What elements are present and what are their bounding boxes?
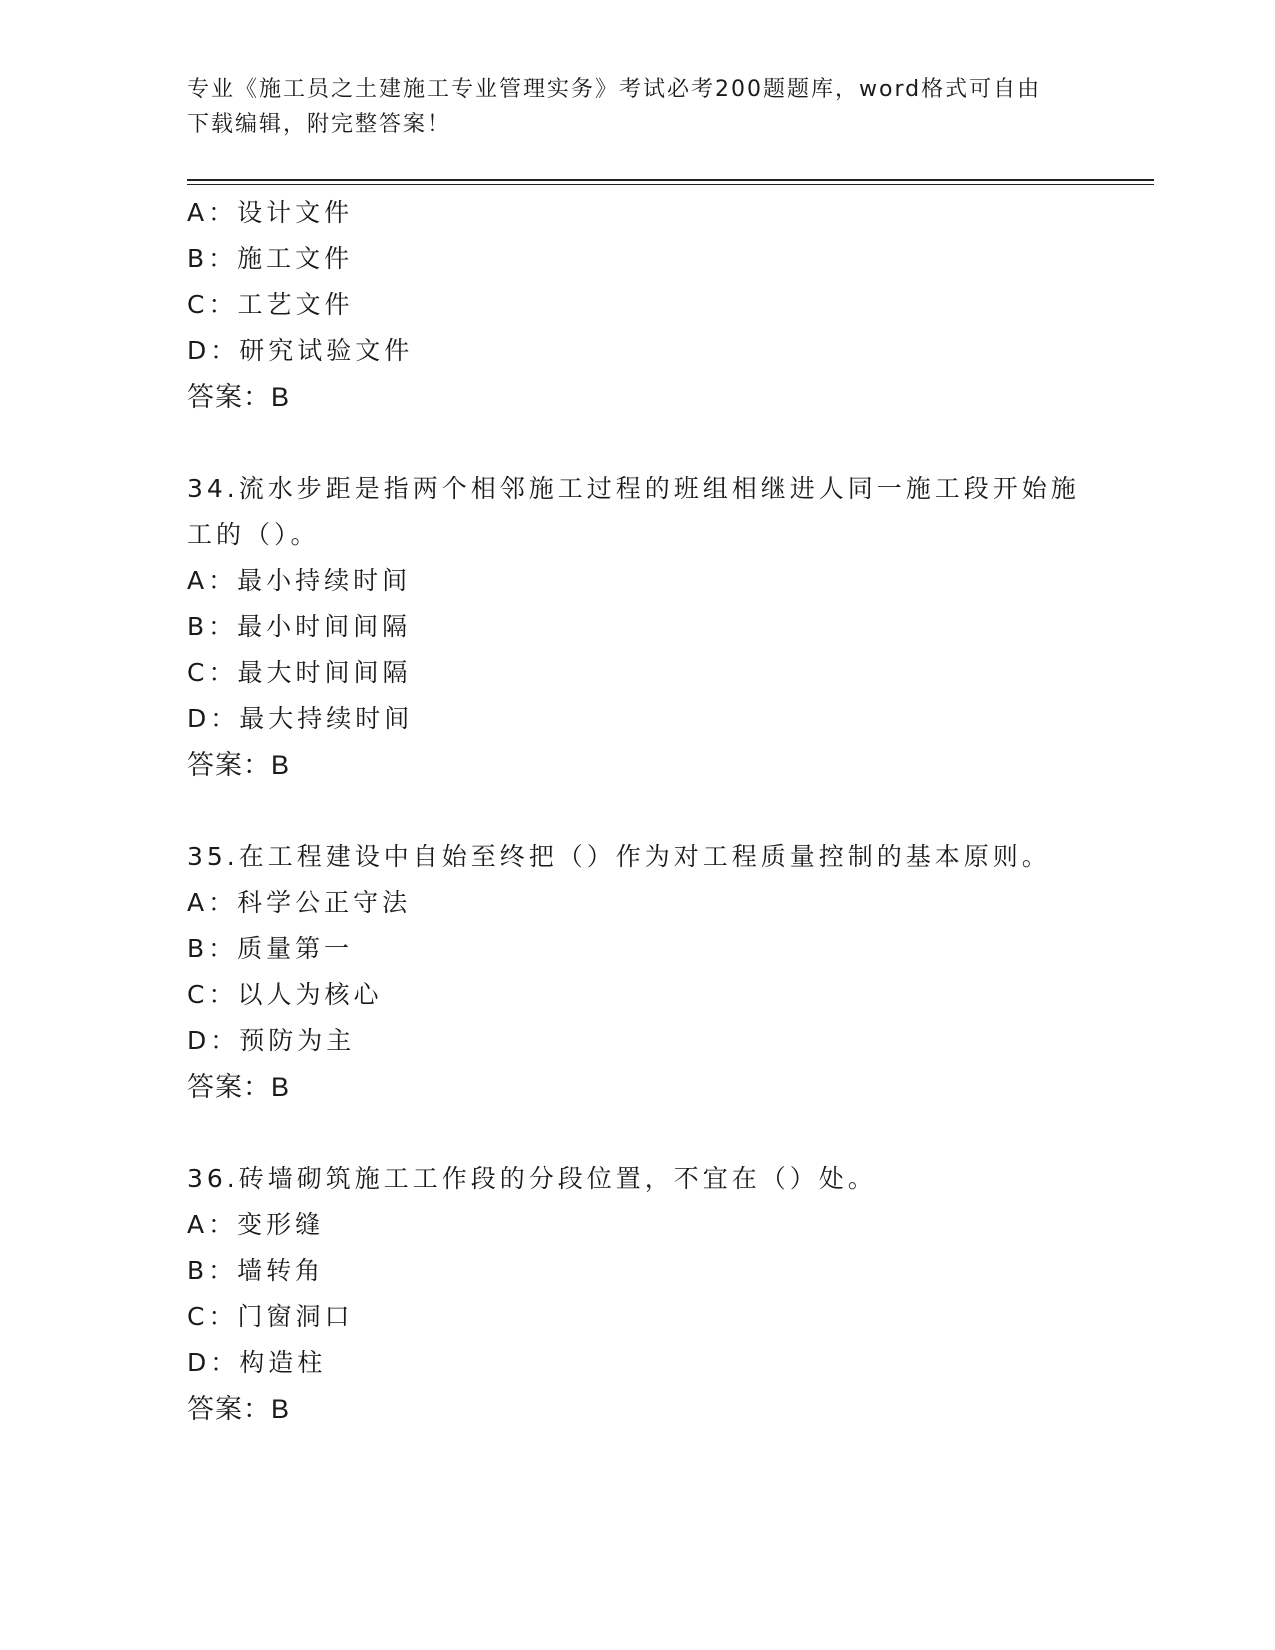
option-d: D：最大持续时间 (187, 704, 414, 733)
spacer (187, 1110, 1087, 1156)
option-d: D：构造柱 (187, 1348, 327, 1377)
header-title-line-2: 下载编辑，附完整答案！ (187, 112, 452, 137)
question-text: 36.砖墙砌筑施工工作段的分段位置，不宜在（）处。 (187, 1164, 877, 1193)
question-text-line-1: 34.流水步距是指两个相邻施工过程的班组相继进人同一施工段开始施 (187, 474, 1080, 503)
option-c: C：门窗洞口 (187, 1302, 354, 1331)
spacer (187, 420, 1087, 466)
option-c: C：以人为核心 (187, 980, 383, 1009)
question-block-35 (187, 834, 1087, 1110)
question-block-36 (187, 1156, 1087, 1432)
option-a: A：最小持续时间 (187, 566, 412, 595)
option-a: A：设计文件 (187, 198, 354, 227)
question-block-34 (187, 466, 1087, 788)
header-title-line-1: 专业《施工员之土建施工专业管理实务》考试必考200题题库，word格式可自由 (187, 77, 1042, 102)
option-b: B：施工文件 (187, 244, 354, 273)
question-block-33 (187, 190, 1087, 420)
option-d: D：研究试验文件 (187, 336, 414, 365)
question-text: 35.在工程建设中自始至终把（）作为对工程质量控制的基本原则。 (187, 842, 1051, 871)
answer-label: 答案：B (187, 1394, 291, 1424)
spacer (187, 788, 1087, 834)
header-divider-thick (187, 179, 1154, 181)
option-d: D：预防为主 (187, 1026, 356, 1055)
header-divider-thin (187, 184, 1154, 185)
option-b: B：墙转角 (187, 1256, 325, 1285)
answer-label: 答案：B (187, 750, 291, 780)
option-b: B：质量第一 (187, 934, 354, 963)
answer-label: 答案：B (187, 1072, 291, 1102)
option-b: B：最小时间间隔 (187, 612, 412, 641)
answer-label: 答案：B (187, 382, 291, 412)
option-a: A：科学公正守法 (187, 888, 412, 917)
document-header (187, 72, 1067, 142)
option-c: C：最大时间间隔 (187, 658, 412, 687)
question-list (187, 190, 1087, 1432)
question-text-line-2: 工的（）。 (187, 520, 320, 549)
option-a: A：变形缝 (187, 1210, 325, 1239)
option-c: C：工艺文件 (187, 290, 354, 319)
